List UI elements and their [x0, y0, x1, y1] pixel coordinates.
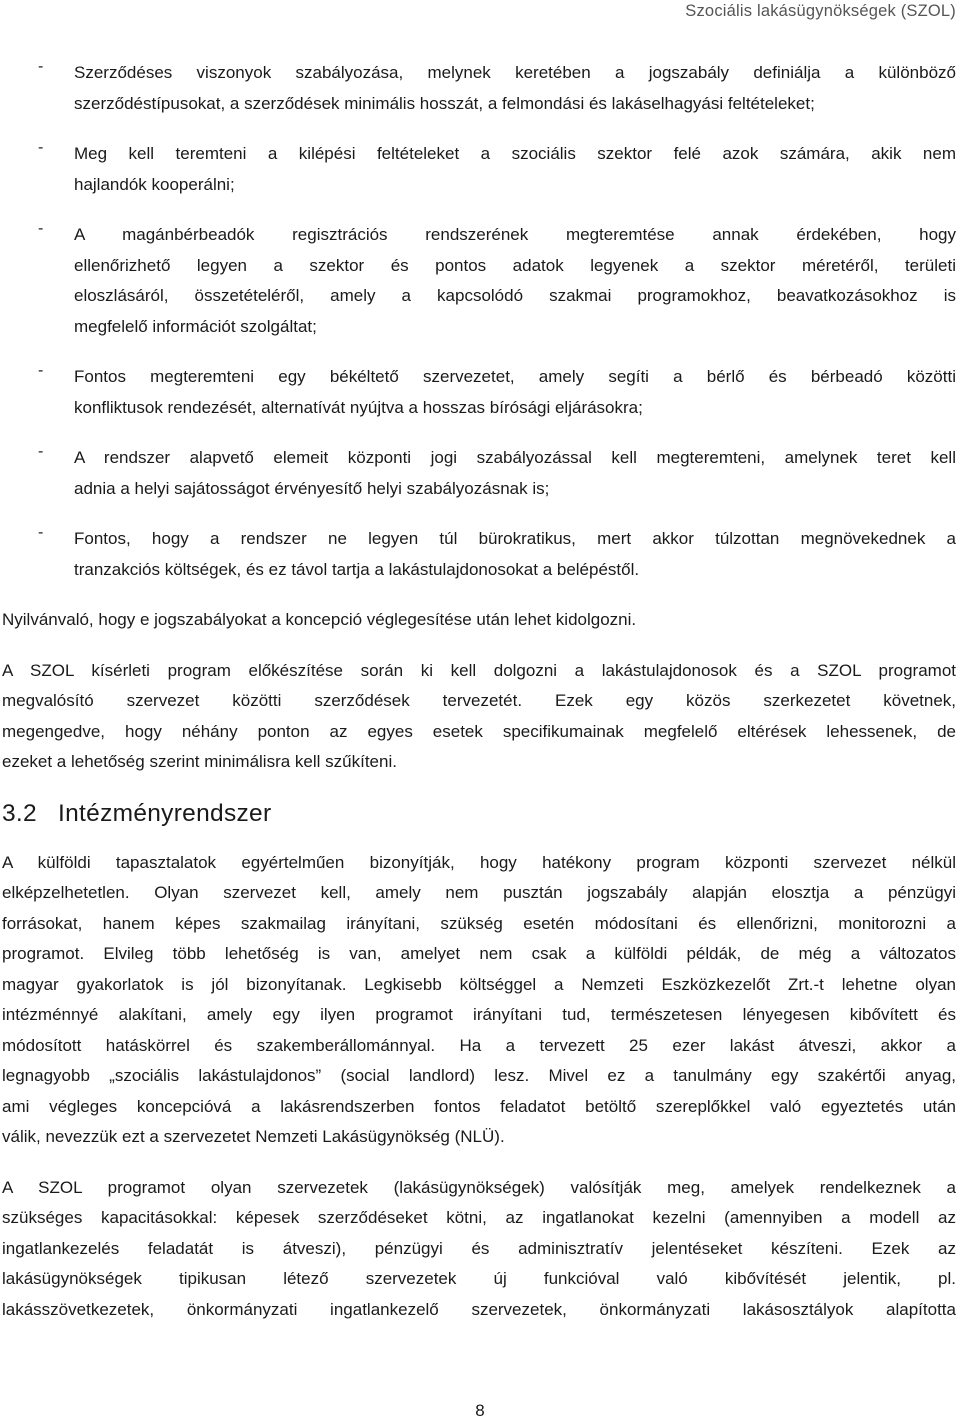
text-line: A magánbérbeadók regisztrációs rendszerének megteremtése annak érdekében, hogy — [74, 225, 956, 244]
text-line: ingatlankezelés feladatát is átveszi), pénzügyi és adminisztratív jelentéseket készíteni. Ezek az — [2, 1238, 956, 1258]
text-line: ellenőrizhető legyen a szektor és pontos adatok legyenek a szektor méretéről, területi — [74, 255, 956, 275]
text-line: szerződéstípusokat, a szerződések minimális hosszát, a felmondási és lakáselhagyási feltételeket; — [74, 93, 815, 113]
text-line: lakásszövetkezetek, önkormányzati ingatlankezelő szervezetek, önkormányzati lakásosztályok alapította — [2, 1299, 956, 1319]
page-content — [2, 58, 956, 1345]
text-line: lakásügynökségek tipikusan létező szervezetek új funkcióval való kibővítését jelentik, pl. — [2, 1269, 956, 1288]
text-line: ami végleges koncepcióvá a lakásrendszerben fontos feladatot betöltő szereplőkkel való egyeztetés után — [2, 1096, 956, 1116]
text-line: szükséges kapacitásokkal: képesek szerződéseket kötni, az ingatlanokat kezelni (amennyiben a modell az — [2, 1208, 956, 1227]
text-line: A SZOL programot olyan szervezetek (lakásügynökségek) valósítják meg, amelyek rendelkeznek a — [2, 1177, 956, 1197]
list-item — [2, 443, 956, 504]
running-header: Szociális lakásügynökségek (SZOL) — [685, 2, 956, 20]
bullet-list — [2, 58, 956, 585]
text-line: A külföldi tapasztalatok egyértelműen bizonyítják, hogy hatékony program központi szervezet nélkül — [2, 852, 956, 872]
list-item — [2, 58, 956, 119]
text-line: Nyilvánvaló, hogy e jogszabályokat a koncepció véglegesítése után lehet kidolgozni. — [2, 610, 637, 629]
text-line: Meg kell teremteni a kilépési feltételeket a szociális szektor felé azok számára, akik nem — [74, 144, 956, 163]
text-line: megvalósító szervezet közötti szerződések tervezetét. Ezek egy közös szerkezetet követnek, — [2, 691, 956, 710]
text-line: intézménnyé alakítani, amely egy ilyen programot irányítani tud, természetesen lényegesen kibővített és — [2, 1005, 956, 1024]
text-line: A SZOL kísérleti program előkészítése során ki kell dolgozni a lakástulajdonosok és a SZOL programot — [2, 660, 956, 680]
text-line: hajlandók kooperálni; — [74, 174, 235, 194]
paragraph-agencies — [2, 1173, 956, 1326]
section-number: 3.2 — [2, 799, 37, 827]
text-line: módosított hatáskörrel és szakemberállománnyal. Ha a tervezett 25 ezer lakást átveszi, akkor a — [2, 1035, 956, 1055]
list-item — [2, 139, 956, 200]
paragraph-conclusion — [2, 605, 956, 636]
text-line: ezeket a lehetőség szerint minimálisra kell szűkíteni. — [2, 752, 397, 771]
bullet-dash: - — [38, 58, 44, 75]
bullet-dash: - — [38, 220, 44, 237]
text-line: adnia a helyi sajátosságot érvényesítő helyi szabályozásnak is; — [74, 478, 550, 498]
bullet-dash: - — [38, 362, 44, 379]
bullet-dash: - — [38, 524, 44, 541]
text-line: magyar gyakorlatok is jól bizonyítanak. Legkisebb költséggel a Nemzeti Eszközkezelőt Zrt.-t lehetne olyan — [2, 974, 956, 994]
paragraph-contracts — [2, 656, 956, 778]
text-line: megfelelő információt szolgáltat; — [74, 316, 317, 336]
text-line: A rendszer alapvető elemeit központi jogi szabályozással kell megteremteni, amelynek teret kell — [74, 448, 956, 467]
text-line: konfliktusok rendezését, alternatívát nyújtva a hosszas bírósági eljárásokra; — [74, 397, 643, 417]
section-heading — [2, 798, 956, 830]
bullet-dash: - — [38, 443, 44, 460]
list-item — [2, 220, 956, 342]
bullet-dash: - — [38, 139, 44, 156]
text-line: Fontos, hogy a rendszer ne legyen túl bürokratikus, mert akkor túlzottan megnövekednek a — [74, 529, 956, 548]
text-line: tranzakciós költségek, és ez távol tartja a lakástulajdonosokat a belépéstől. — [74, 559, 640, 579]
text-line: eloszlásáról, összetételéről, amely a kapcsolódó szakmai programokhoz, beavatkozásokhoz is — [74, 286, 956, 305]
text-line: legnagyobb „szociális lakástulajdonos” (social landlord) lesz. Mivel ez a tanulmány egy szakértői anyag, — [2, 1066, 956, 1085]
text-line: programot. Elvileg több lehetőség is van, amelyet nem csak a külföldi példák, de még a változatos — [2, 944, 956, 963]
paragraph-central-organization — [2, 848, 956, 1153]
text-line: válik, nevezzük ezt a szervezetet Nemzeti Lakásügynökség (NLÜ). — [2, 1127, 505, 1146]
list-item — [2, 362, 956, 423]
text-line: megengedve, hogy néhány ponton az egyes esetek specifikumainak megfelelő eltérések lehessenek, de — [2, 721, 956, 741]
text-line: forrásokat, hanem képes szakmailag irányítani, szükség esetén módosítani és ellenőrizni, monitorozni a — [2, 913, 956, 933]
text-line: Szerződéses viszonyok szabályozása, melynek keretében a jogszabály definiálja a különböző — [74, 63, 956, 82]
section-title: Intézményrendszer — [58, 799, 272, 827]
text-line: elképzelhetetlen. Olyan szervezet kell, amely nem pusztán jogszabály alapján elosztja a pénzügyi — [2, 883, 956, 902]
page-number: 8 — [475, 1401, 485, 1420]
list-item — [2, 524, 956, 585]
text-line: Fontos megteremteni egy békéltető szervezetet, amely segíti a bérlő és bérbeadó közötti — [74, 367, 956, 386]
